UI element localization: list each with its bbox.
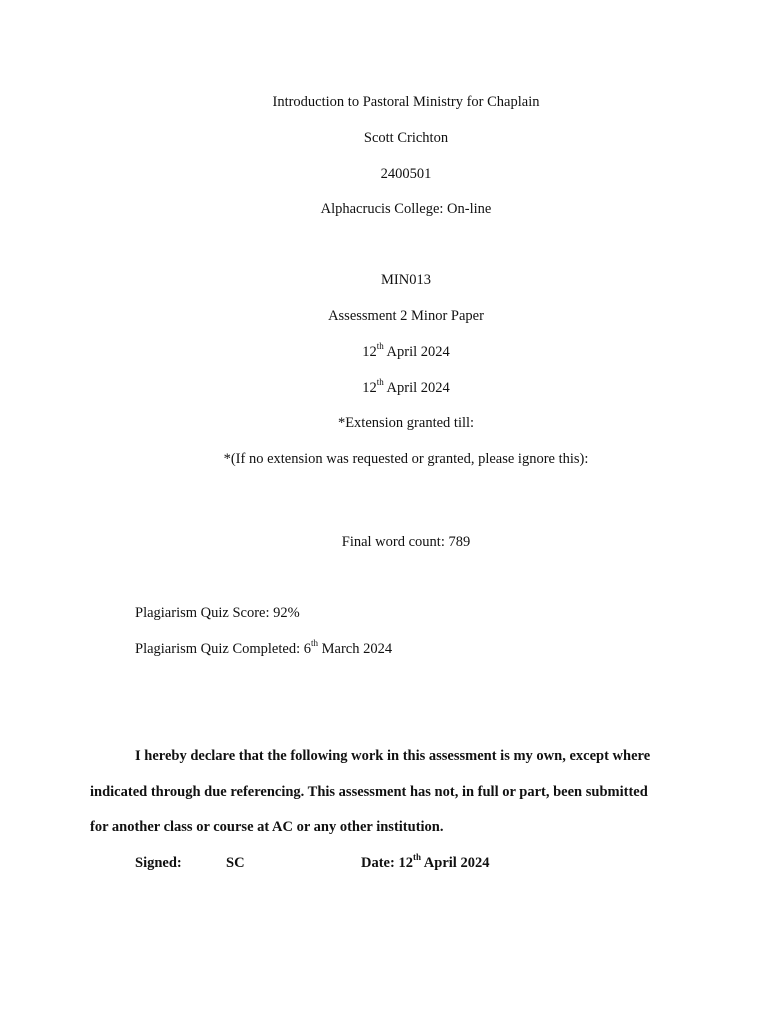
due-date-2: [0, 378, 768, 398]
signature-date-rest: April 2024: [420, 855, 490, 871]
assessment-title: Assessment 2 Minor Paper: [328, 308, 484, 324]
student-id: 2400501: [380, 166, 432, 182]
plagiarism-completed-prefix: Plagiarism Quiz Completed: 6: [135, 641, 311, 657]
plagiarism-score: Plagiarism Quiz Score: 92%: [135, 605, 300, 621]
due-date-1-suffix: th: [376, 341, 384, 352]
signature-row: [0, 853, 768, 873]
signature-date-prefix: Date: 12: [361, 855, 413, 871]
due-date-1-rest: April 2024: [383, 344, 450, 360]
signed-label: Signed:: [135, 855, 182, 871]
declaration-line-1: I hereby declare that the following work in this assessment is my own, except where: [135, 748, 651, 764]
due-date-2-rest: April 2024: [383, 380, 450, 396]
declaration-line-2: indicated through due referencing. This assessment has not, in full or part, been submitted: [90, 784, 648, 800]
plagiarism-completed: [135, 639, 392, 659]
due-date-1-day: 12: [362, 344, 377, 360]
due-date-2-day: 12: [362, 380, 377, 396]
due-date-1: [0, 342, 768, 362]
plagiarism-completed-suffix: th: [311, 638, 319, 649]
signature-date-suffix: th: [412, 852, 421, 863]
unit-code: MIN013: [381, 272, 431, 288]
student-name: Scott Crichton: [363, 130, 449, 146]
extension-line: *Extension granted till:: [337, 415, 475, 431]
signature-date: [361, 853, 489, 873]
word-count: Final word count: 789: [341, 534, 471, 550]
due-date-2-suffix: th: [376, 377, 384, 388]
extension-note: *(If no extension was requested or granted, please ignore this):: [223, 451, 589, 467]
institution: Alphacrucis College: On-line: [320, 201, 492, 217]
course-title: Introduction to Pastoral Ministry for Chaplain: [272, 94, 540, 110]
declaration-line-3: for another class or course at AC or any other institution.: [90, 819, 444, 835]
signed-value: SC: [226, 855, 245, 871]
plagiarism-completed-rest: March 2024: [318, 641, 393, 657]
